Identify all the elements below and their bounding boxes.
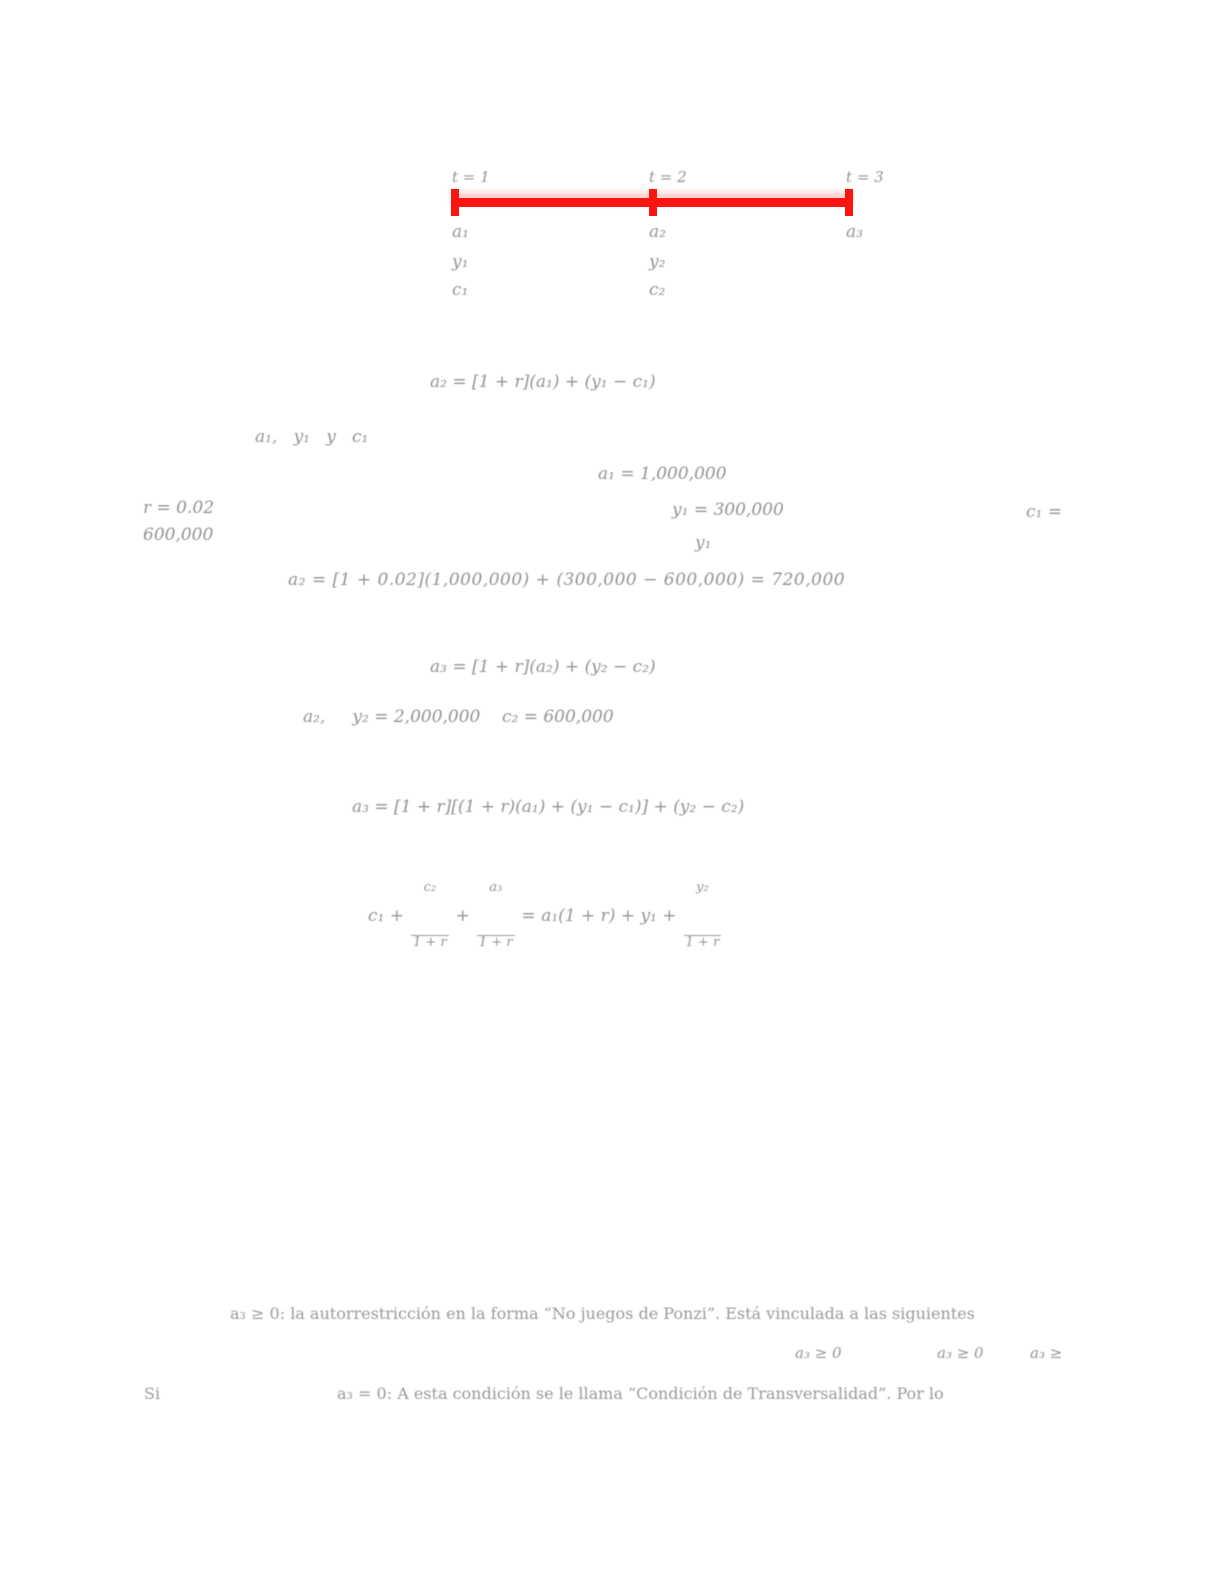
c1-lead: c₁ = (1026, 502, 1062, 522)
footer-condition-token-1: a₃ ≥ 0 (795, 1344, 842, 1362)
footer-line-no-ponzi: a₃ ≥ 0: la autorrestricción en la forma “No juegos de Ponzi”. Está vinculada a las siguientes (230, 1304, 975, 1323)
tick2-consumption-label: c₂ (649, 280, 666, 300)
tick1-income-label: y₁ (452, 252, 469, 272)
footer-line-transversality: a₃ = 0: A esta condición se le llama “Condición de Transversalidad”. Por lo (337, 1384, 944, 1403)
c1-wrapped-value: 600,000 (143, 525, 214, 545)
timeline-tick-3 (845, 189, 853, 216)
fraction-numerator: c₂ (423, 879, 437, 895)
budget-fraction-c2 (411, 840, 449, 992)
budget-fraction-a3 (477, 840, 515, 992)
equation-numeric-a2: a₂ = [1 + 0.02](1,000,000) + (300,000 − 600,000) = 720,000 (288, 570, 846, 590)
fraction-numerator: y₂ (696, 879, 709, 895)
tick1-assets-label: a₁ (452, 222, 469, 242)
time-label-2: t = 2 (649, 168, 687, 186)
tick1-consumption-label: c₁ (452, 280, 469, 300)
tick2-assets-label: a₂ (649, 222, 666, 242)
a1-value: a₁ = 1,000,000 (598, 464, 727, 484)
time-label-1: t = 1 (452, 168, 490, 186)
timeline-tick-1 (451, 189, 459, 216)
tick3-assets-label: a₃ (846, 222, 863, 242)
equation-budget-constraint (368, 840, 724, 992)
budget-right-side: = a₁(1 + r) + y₁ + (521, 905, 677, 926)
variables-intro-row: a₁, y₁ y c₁ (255, 427, 369, 447)
y1-value: y₁ = 300,000 (672, 500, 784, 520)
tick2-income-label: y₂ (649, 252, 666, 272)
footer-condition-token-3: a₃ ≥ (1030, 1344, 1063, 1362)
time-label-3: t = 3 (846, 168, 884, 186)
variables-values-row2: a₂, y₂ = 2,000,000 c₂ = 600,000 (303, 707, 614, 727)
equation-motion-period1: a₂ = [1 + r](a₁) + (y₁ − c₁) (430, 372, 656, 392)
fraction-numerator: a₃ (489, 879, 503, 895)
budget-plus-sign: + (455, 905, 470, 926)
equation-substituted-a3: a₃ = [1 + r][(1 + r)(a₁) + (y₁ − c₁)] + (y₂ − c₂) (352, 797, 745, 817)
equation-motion-period2: a₃ = [1 + r](a₂) + (y₂ − c₂) (430, 657, 656, 677)
footer-left-word: Si (144, 1384, 161, 1403)
y1-stray-symbol: y₁ (695, 533, 712, 553)
footer-condition-token-2: a₃ ≥ 0 (937, 1344, 984, 1362)
fraction-denominator: 1 + r (478, 935, 513, 951)
fraction-denominator: 1 + r (412, 935, 447, 951)
budget-lead-term: c₁ + (368, 905, 404, 926)
timeline-tick-2 (649, 189, 657, 216)
r-value: r = 0.02 (143, 498, 215, 518)
fraction-denominator: 1 + r (685, 935, 720, 951)
budget-fraction-y2 (684, 840, 722, 992)
